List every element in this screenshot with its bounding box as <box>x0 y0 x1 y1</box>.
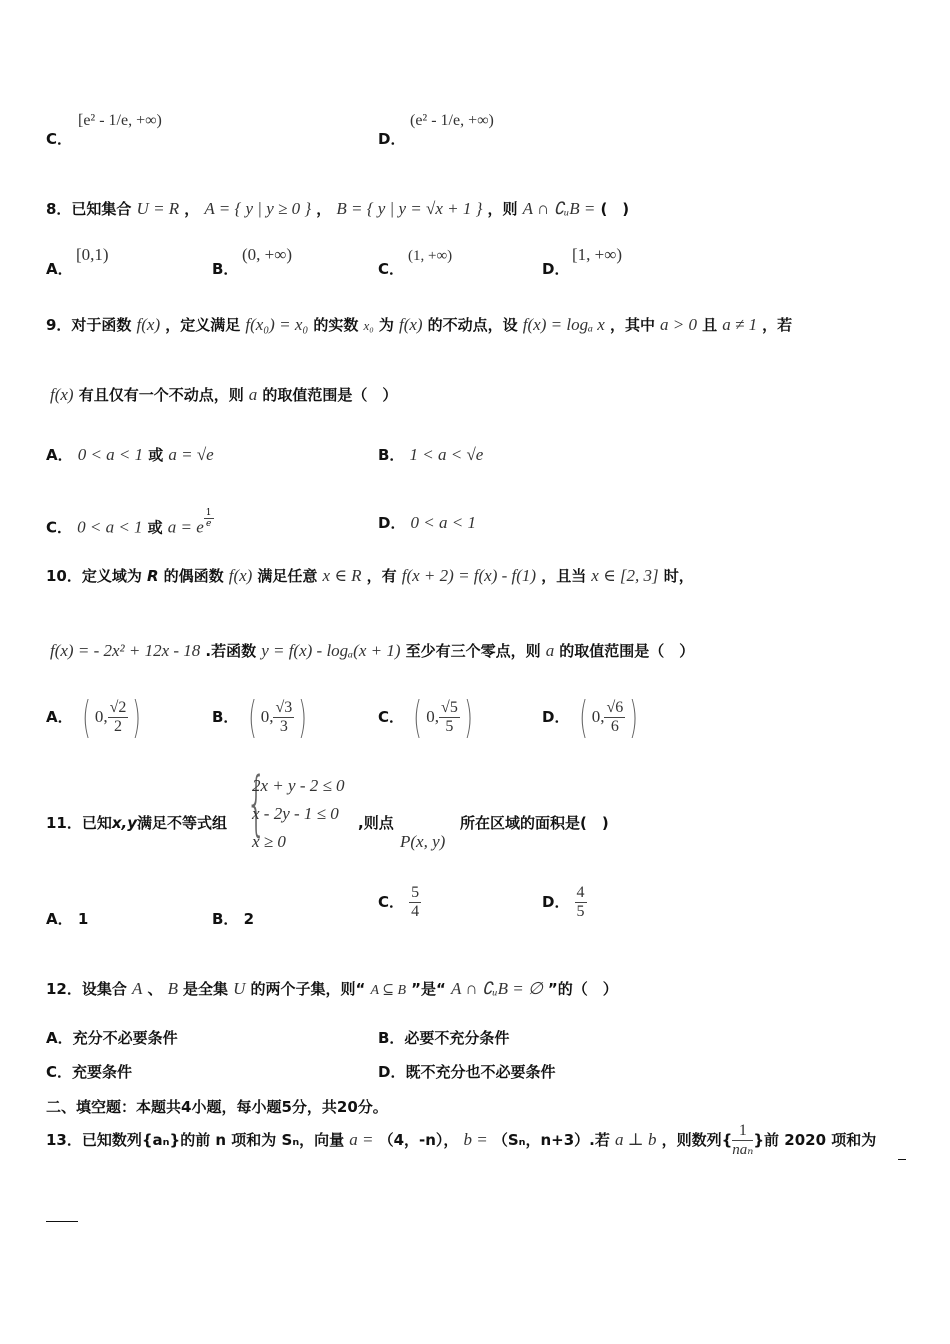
q11-system-brace: { <box>246 762 267 844</box>
q11-option-d: D． $\frac{4}{5}$ <box>542 884 585 920</box>
q9-option-d: D． 0 < a < 1 <box>378 513 476 532</box>
q9-stem-line2: f(x) 有且仅有一个不动点，则 a 的取值范围是（ ） <box>50 385 398 404</box>
q11-option-a: A． 1 <box>46 910 89 928</box>
q11-stem-part1: 11．已知x,y满足不等式组 <box>46 814 228 832</box>
q11-inequality-system <box>252 772 345 856</box>
q11-inequality-3: x ≥ 0 <box>252 832 286 851</box>
q8-option-c-expr: (1, +∞) <box>408 248 453 264</box>
q11-point: P(x, y) <box>400 832 446 851</box>
q9-option-c-exponent: $\frac{1}{e}$ <box>205 508 212 529</box>
q8-answer-expr: A ∩ ∁ᵤB = <box>522 199 596 218</box>
q10-stem-line2: f(x) = - 2x² + 12x - 18 .若函数 y = f(x) - logₐ(x + 1) 至少有三个零点，则 a 的取值范围是（ ） <box>50 641 695 660</box>
q8-stem: 8．已知集合 U = R ， A = { y | y ≥ 0 } ， B = { y | y = √x + 1 } ，则 A ∩ ∁ᵤB = ( ) <box>46 199 630 218</box>
q8-option-a-label: A． <box>46 260 73 278</box>
q11-option-b: B． 2 <box>212 910 255 928</box>
q8-option-c-label: C． <box>378 260 405 278</box>
q13-fraction: $\frac{1}{\text{naₙ}}$ <box>732 1122 754 1158</box>
q9-option-c: C． 0 < a < 1 或 a = e $\frac{1}{e}$ <box>46 508 212 537</box>
q12-stem: 12．设集合 A 、 B 是全集 U 的两个子集，则“ A ⊆ B ”是“ A ∩ ∁ᵤB = ∅ ”的（ ） <box>46 979 618 998</box>
q9-option-b: B． 1 < a < √e <box>378 445 484 464</box>
q10-option-b: B． ( 0, $\frac{√3}{3}$ ) <box>212 692 308 743</box>
q11-inequality-2: x - 2y - 1 ≤ 0 <box>252 804 339 823</box>
q9-option-a: A． 0 < a < 1 或 a = √e <box>46 445 214 464</box>
q12-option-d: D．既不充分也不必要条件 <box>378 1063 556 1081</box>
answer-blank <box>46 1221 78 1222</box>
q8-a-expr: A = { y | y ≥ 0 } <box>204 199 312 218</box>
q7-option-d-expr: (e² - 1/e, +∞) <box>410 112 494 129</box>
q7-option-c-expr: [e² - 1/e, +∞) <box>78 112 162 129</box>
q10-option-a: A． ( 0, $\frac{√2}{2}$ ) <box>46 692 142 743</box>
q8-option-a-expr: [0,1) <box>76 245 109 264</box>
q12-option-a: A．充分不必要条件 <box>46 1029 178 1047</box>
q8-option-d-label: D． <box>542 260 570 278</box>
q11-stem-part2: ,则点 <box>358 814 394 832</box>
q8-option-d-expr: [1, +∞) <box>572 245 623 264</box>
q11-stem-part3: 所在区域的面积是( ) <box>460 814 609 832</box>
q8-option-b-expr: (0, +∞) <box>242 245 293 264</box>
q12-option-c: C．充要条件 <box>46 1063 133 1081</box>
q8-option-b-label: B． <box>212 260 239 278</box>
q8-b-expr: B = { y | y = √x + 1 } <box>336 199 483 218</box>
q11-inequality-1: 2x + y - 2 ≤ 0 <box>252 776 345 795</box>
answer-blank-end <box>898 1159 906 1160</box>
q10-option-d: D． ( 0, $\frac{√6}{6}$ ) <box>542 692 639 743</box>
q9-stem-line1: 9．对于函数 f(x) ，定义满足 f(x₀) = x₀ 的实数 x₀ 为 f(x) 的不动点，设 f(x) = logₐ x ，其中 a > 0 且 a ≠ 1 ，若 <box>46 315 793 334</box>
section-heading: 二、填空题：本题共4小题，每小题5分，共20分。 <box>46 1098 388 1116</box>
q13-stem: 13．已知数列{aₙ}的前 n 项和为 Sₙ，向量 a = （4，-n）， b = （Sₙ，n+3）.若 a ⊥ b ，则数列{ $\frac{1}{\text{naₙ}}$ }前 2020 项和为 <box>46 1122 877 1158</box>
q7-option-c-label: C． <box>46 130 73 148</box>
q8-u-expr: U = R <box>136 199 180 218</box>
q10-stem-line1: 10．定义域为 R 的偶函数 f(x) 满足任意 x ∈ R ，有 f(x + 2) = f(x) - f(1) ，且当 x ∈ [2, 3] 时， <box>46 566 694 585</box>
q12-option-b: B．必要不充分条件 <box>378 1029 510 1047</box>
q10-option-c: C． ( 0, $\frac{√5}{5}$ ) <box>378 692 473 743</box>
q11-option-c: C． $\frac{5}{4}$ <box>378 884 420 920</box>
q7-option-d-label: D． <box>378 130 406 148</box>
